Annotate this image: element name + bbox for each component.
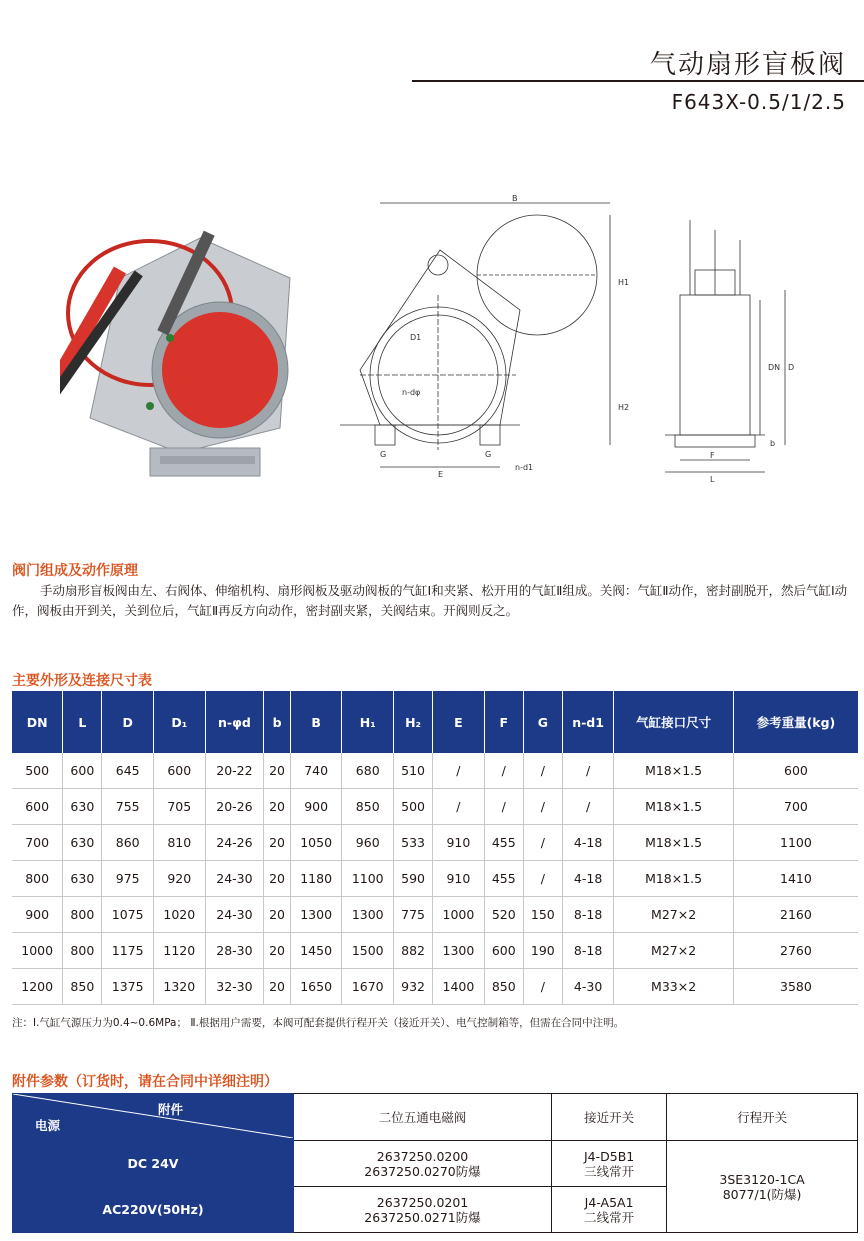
table-cell: 2160: [733, 897, 858, 933]
limit-header: 行程开关: [667, 1094, 858, 1141]
table-cell: 4-18: [562, 825, 613, 861]
table-cell: 900: [290, 789, 342, 825]
table-cell: 810: [153, 825, 205, 861]
table-cell: 500: [12, 753, 63, 789]
page-title: 气动扇形盲板阀: [649, 50, 846, 80]
table-cell: 1120: [153, 933, 205, 969]
table-cell: 590: [394, 861, 433, 897]
table-cell: 20: [264, 861, 291, 897]
principle-text: 手动扇形盲板阀由左、右阀体、伸缩机构、扇形阀板及驱动阀板的气缸Ⅰ和夹紧、松开用的气缸Ⅱ组成。关阀：气缸Ⅱ动作，密封副脱开，然后气缸Ⅰ动作，阀板由开到关，关到位后，气缸Ⅱ再反方向动作，密封副夹紧，关阀结束。开阀则反之。: [12, 583, 848, 618]
table-cell: 1320: [153, 969, 205, 1005]
table-cell: 920: [153, 861, 205, 897]
table-row: [12, 969, 858, 1005]
table-cell: 1300: [290, 897, 342, 933]
table-cell: 20: [264, 897, 291, 933]
table-cell: 1050: [290, 825, 342, 861]
table-row: [12, 933, 858, 969]
table-cell: 600: [12, 789, 63, 825]
proximity-ac: J4-A5A1 二线常开: [552, 1187, 667, 1233]
table-cell: M18×1.5: [614, 825, 734, 861]
table-cell: 800: [63, 933, 102, 969]
table-cell: M18×1.5: [614, 753, 734, 789]
table-cell: 700: [12, 825, 63, 861]
table-cell: 1100: [733, 825, 858, 861]
table-cell: 24-26: [205, 825, 264, 861]
table-cell: 20: [264, 825, 291, 861]
label-h2: H2: [618, 403, 630, 412]
table-cell: 975: [102, 861, 154, 897]
solenoid-ac: 2637250.0201 2637250.0271防爆: [294, 1187, 552, 1233]
corner-header: [13, 1094, 294, 1141]
table-cell: /: [523, 825, 562, 861]
dim-header-cell: 参考重量(kg): [733, 691, 858, 753]
table-cell: 1300: [342, 897, 394, 933]
table-cell: 510: [394, 753, 433, 789]
dimensions-note: 注：Ⅰ.气缸气源压力为0.4~0.6MPa； Ⅱ.根据用户需要，本阀可配套提供行程开关（接近开关）、电气控制箱等，但需在合同中注明。: [12, 1017, 625, 1029]
power-dc: DC 24V: [13, 1141, 294, 1187]
table-cell: 190: [523, 933, 562, 969]
dim-header-cell: B: [290, 691, 342, 753]
table-row: [12, 825, 858, 861]
table-cell: 533: [394, 825, 433, 861]
table-cell: 20: [264, 753, 291, 789]
label-d1: D1: [410, 333, 422, 342]
table-cell: 1100: [342, 861, 394, 897]
table-cell: 1000: [12, 933, 63, 969]
table-cell: 630: [63, 825, 102, 861]
table-cell: 20-26: [205, 789, 264, 825]
dim-header-cell: F: [484, 691, 523, 753]
table-cell: 1175: [102, 933, 154, 969]
table-cell: /: [562, 753, 613, 789]
corner-bottom-label: 电源: [35, 1118, 61, 1133]
table-cell: 630: [63, 789, 102, 825]
dim-header-cell: D₁: [153, 691, 205, 753]
table-cell: 882: [394, 933, 433, 969]
dim-header-cell: D: [102, 691, 154, 753]
label-g-left: G: [380, 450, 387, 459]
table-cell: 8-18: [562, 897, 613, 933]
accessories-table: [12, 1093, 858, 1233]
table-cell: 705: [153, 789, 205, 825]
table-cell: 150: [523, 897, 562, 933]
table-cell: /: [523, 861, 562, 897]
table-cell: 800: [63, 897, 102, 933]
power-ac: AC220V(50Hz): [13, 1187, 294, 1233]
table-cell: 4-18: [562, 861, 613, 897]
label-l: L: [710, 475, 715, 484]
table-cell: 700: [733, 789, 858, 825]
title-rule: [412, 80, 864, 82]
table-cell: 500: [394, 789, 433, 825]
table-cell: M33×2: [614, 969, 734, 1005]
table-row: [12, 861, 858, 897]
label-e: E: [438, 470, 444, 479]
table-cell: 1000: [433, 897, 485, 933]
table-cell: 1410: [733, 861, 858, 897]
proximity-header: 接近开关: [552, 1094, 667, 1141]
table-cell: 3580: [733, 969, 858, 1005]
dimensions-table: [12, 691, 858, 1005]
solenoid-header: 二位五通电磁阀: [294, 1094, 552, 1141]
dim-header-cell: L: [63, 691, 102, 753]
table-cell: 32-30: [205, 969, 264, 1005]
table-cell: /: [562, 789, 613, 825]
table-cell: 960: [342, 825, 394, 861]
table-cell: M18×1.5: [614, 861, 734, 897]
table-cell: 1300: [433, 933, 485, 969]
table-cell: 850: [63, 969, 102, 1005]
table-cell: /: [484, 789, 523, 825]
side-view-drawing: [660, 210, 800, 485]
table-cell: 8-18: [562, 933, 613, 969]
table-cell: 900: [12, 897, 63, 933]
dim-header-cell: G: [523, 691, 562, 753]
table-cell: 680: [342, 753, 394, 789]
table-cell: 1670: [342, 969, 394, 1005]
table-cell: 600: [733, 753, 858, 789]
label-b-side: b: [770, 439, 776, 448]
label-dn: DN: [768, 363, 781, 372]
dim-header-cell: n-d1: [562, 691, 613, 753]
table-cell: 600: [484, 933, 523, 969]
table-cell: 1020: [153, 897, 205, 933]
table-cell: 20-22: [205, 753, 264, 789]
table-cell: 932: [394, 969, 433, 1005]
table-cell: 455: [484, 825, 523, 861]
table-cell: 24-30: [205, 897, 264, 933]
table-cell: 2760: [733, 933, 858, 969]
limit-switch: 3SE3120-1CA 8077/1(防爆): [667, 1141, 858, 1233]
dim-header-cell: 气缸接口尺寸: [614, 691, 734, 753]
label-h1: H1: [618, 278, 630, 287]
principle-title: 阀门组成及动作原理: [12, 563, 138, 579]
dim-header-cell: DN: [12, 691, 63, 753]
valve-photo: [60, 218, 310, 488]
table-cell: 755: [102, 789, 154, 825]
dim-header-cell: n-φd: [205, 691, 264, 753]
dim-header-cell: H₁: [342, 691, 394, 753]
table-row: [12, 753, 858, 789]
table-cell: /: [523, 969, 562, 1005]
corner-top-label: 附件: [157, 1102, 183, 1117]
dim-header-cell: b: [264, 691, 291, 753]
label-f: F: [710, 451, 715, 460]
table-cell: /: [433, 753, 485, 789]
label-g-right: G: [485, 450, 492, 459]
accessories-title: 附件参数（订货时，请在合同中详细注明）: [12, 1074, 278, 1090]
table-cell: M27×2: [614, 897, 734, 933]
label-n-d1: n-d1: [515, 463, 534, 472]
model-number: F643X-0.5/1/2.5: [671, 90, 846, 114]
table-row: [12, 897, 858, 933]
label-n-phi: n-dφ: [402, 388, 421, 397]
table-cell: 1200: [12, 969, 63, 1005]
dimensions-title: 主要外形及连接尺寸表: [12, 673, 152, 689]
table-cell: 455: [484, 861, 523, 897]
table-cell: 740: [290, 753, 342, 789]
table-cell: 20: [264, 933, 291, 969]
dim-header-cell: H₂: [394, 691, 433, 753]
label-d: D: [788, 363, 795, 372]
table-cell: 20: [264, 969, 291, 1005]
table-cell: 1400: [433, 969, 485, 1005]
table-cell: /: [484, 753, 523, 789]
table-cell: 800: [12, 861, 63, 897]
proximity-dc: J4-D5B1 三线常开: [552, 1141, 667, 1187]
table-cell: 28-30: [205, 933, 264, 969]
table-cell: 600: [63, 753, 102, 789]
solenoid-dc: 2637250.0200 2637250.0270防爆: [294, 1141, 552, 1187]
table-cell: 850: [342, 789, 394, 825]
table-cell: 775: [394, 897, 433, 933]
table-cell: /: [523, 753, 562, 789]
table-cell: 600: [153, 753, 205, 789]
table-cell: 850: [484, 969, 523, 1005]
table-cell: 645: [102, 753, 154, 789]
table-cell: 1180: [290, 861, 342, 897]
table-cell: M27×2: [614, 933, 734, 969]
table-cell: 860: [102, 825, 154, 861]
table-cell: M18×1.5: [614, 789, 734, 825]
label-b-top: B: [512, 195, 518, 203]
table-cell: 910: [433, 825, 485, 861]
table-cell: 1375: [102, 969, 154, 1005]
table-cell: 1500: [342, 933, 394, 969]
table-cell: /: [433, 789, 485, 825]
table-cell: 20: [264, 789, 291, 825]
table-row: [12, 789, 858, 825]
front-view-drawing: [320, 195, 640, 485]
table-cell: 1075: [102, 897, 154, 933]
table-cell: 1650: [290, 969, 342, 1005]
table-cell: 630: [63, 861, 102, 897]
table-cell: 24-30: [205, 861, 264, 897]
table-cell: /: [523, 789, 562, 825]
table-cell: 910: [433, 861, 485, 897]
dim-header-cell: E: [433, 691, 485, 753]
table-cell: 1450: [290, 933, 342, 969]
table-cell: 520: [484, 897, 523, 933]
table-cell: 4-30: [562, 969, 613, 1005]
